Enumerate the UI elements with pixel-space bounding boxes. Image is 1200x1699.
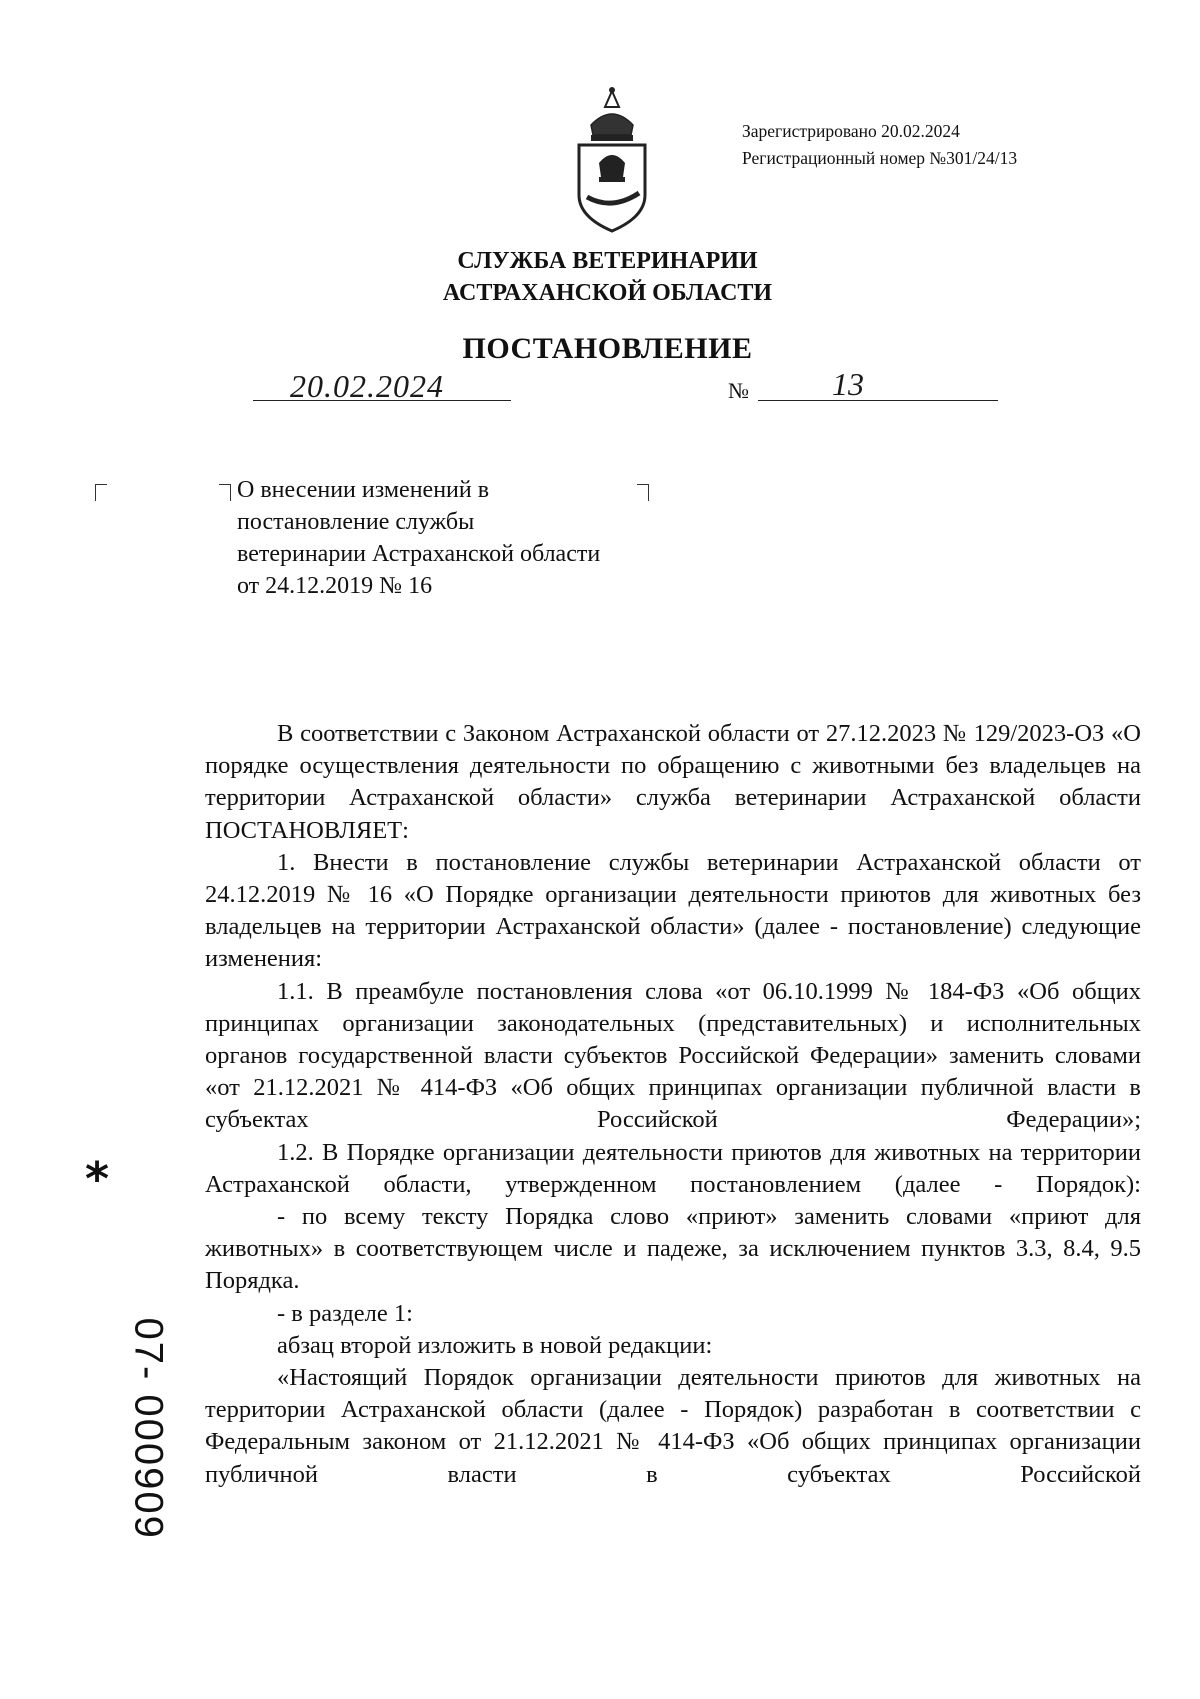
body-paragraph: абзац второй изложить в новой редакции: (277, 1331, 713, 1359)
document-type: ПОСТАНОВЛЕНИЕ (462, 332, 753, 365)
handwritten-date: 20.02.2024 (290, 368, 444, 404)
corner-mark-left (95, 484, 107, 501)
body-paragraph: 1.2. В Порядке организации деятельности приютов для животных на территории Астраханской области, утвержденном постановлением (далее - Порядок): (205, 1138, 1141, 1198)
handwritten-number: 13 (832, 366, 864, 402)
subject-line: ветеринарии Астраханской области (237, 541, 601, 567)
registration-number: Регистрационный номер №301/24/13 (742, 148, 1018, 168)
date-underline (253, 400, 511, 401)
side-serial-stamp: 07- 000909 (126, 1317, 171, 1540)
corner-mark-subject-left (219, 484, 231, 501)
body-paragraph: 1. Внести в постановление службы ветеринарии Астраханской области от 24.12.2019 № 16 «О Порядке организации деятельности приютов для животных без владельцев на территории Астраханской области» (далее - постановление) следующие изменения: (205, 848, 1141, 973)
number-sign: № (728, 378, 749, 403)
document-subject (237, 474, 600, 602)
number-underline (758, 400, 998, 401)
registration-date: Зарегистрировано 20.02.2024 (742, 121, 960, 141)
registration-stamp (742, 118, 1017, 172)
subject-line: от 24.12.2019 № 16 (237, 573, 433, 599)
body-paragraph: В соответствии с Законом Астраханской области от 27.12.2023 № 129/2023-ОЗ «О порядке осуществления деятельности по обращению с животными без владельцев на территории Астраханской области» служба ветеринарии Астраханской области ПОСТАНОВЛЯЕТ: (205, 720, 1141, 844)
body-paragraph: «Настоящий Порядок организации деятельности приютов для животных на территории Астраханской области (далее - Порядок) разработан в соответствии с Федеральным законом от 21.12.2021 № 414-ФЗ «Об общих принципах организации публичной власти в субъектах Российской (205, 1364, 1141, 1488)
subject-line: О внесении изменений в (237, 477, 490, 503)
organization-line-1: СЛУЖБА ВЕТЕРИНАРИИ (457, 248, 758, 274)
organization-line-2: АСТРАХАНСКОЙ ОБЛАСТИ (442, 280, 773, 306)
body-paragraph: - в разделе 1: (277, 1299, 413, 1327)
document-body (205, 718, 1141, 1491)
subject-line: постановление службы (237, 509, 475, 535)
organization-name (0, 245, 1200, 309)
asterisk-mark: * (85, 1152, 110, 1206)
body-paragraph: 1.1. В преамбуле постановления слова «от 06.10.1999 № 184-ФЗ «Об общих принципах организации законодательных (представительных) и исполнительных органов государственной власти субъектов Российской Федерации» заменить словами «от 21.12.2021 № 414-ФЗ «Об общих принципах организации публичной власти в субъектах Российской Федерации»; (205, 977, 1141, 1134)
coat-of-arms-emblem (565, 85, 660, 235)
corner-mark-subject-right (637, 484, 649, 501)
body-paragraph: - по всему тексту Порядка слово «приют» заменить словами «приют для животных» в соответствующем числе и падеже, за исключением пунктов 3.3, 8.4, 9.5 Порядка. (205, 1203, 1141, 1295)
